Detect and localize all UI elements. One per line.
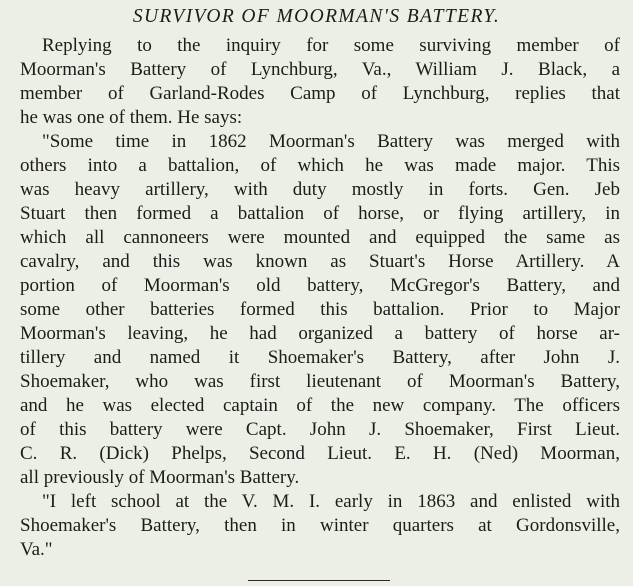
text-line: "I left school at the V. M. I. early in 1863 and enlisted with: [42, 491, 620, 512]
text-line: some other batteries formed this battalion. Prior to Major: [20, 299, 620, 320]
text-line: Va.": [20, 539, 53, 560]
text-line: all previously of Moorman's Battery.: [20, 467, 300, 488]
section-divider: [248, 580, 390, 581]
text-line: others into a battalion, of which he was made major. This: [20, 155, 620, 176]
text-line: and he was elected captain of the new company. The officers: [20, 395, 620, 416]
text-line: cavalry, and this was known as Stuart's Horse Artillery. A: [20, 251, 620, 272]
text-line: C. R. (Dick) Phelps, Second Lieut. E. H. (Ned) Moorman,: [20, 443, 620, 464]
text-line: Replying to the inquiry for some surviving member of: [42, 35, 620, 56]
text-line: "Some time in 1862 Moorman's Battery was merged with: [42, 131, 620, 152]
text-line: Moorman's Battery of Lynchburg, Va., William J. Black, a: [20, 59, 620, 80]
text-line: which all cannoneers were mounted and equipped the same as: [20, 227, 620, 248]
article-title: SURVIVOR OF MOORMAN'S BATTERY.: [132, 6, 501, 27]
text-line: member of Garland-Rodes Camp of Lynchburg, replies that: [20, 83, 620, 104]
text-line: of this battery were Capt. John J. Shoemaker, First Lieut.: [20, 419, 620, 440]
text-line: Shoemaker, who was first lieutenant of Moorman's Battery,: [20, 371, 620, 392]
text-line: he was one of them. He says:: [20, 107, 243, 128]
text-line: Moorman's leaving, he had organized a battery of horse ar-: [20, 323, 620, 344]
text-line: Shoemaker's Battery, then in winter quarters at Gordonsville,: [20, 515, 620, 536]
text-line: was heavy artillery, with duty mostly in forts. Gen. Jeb: [20, 179, 620, 200]
text-line: portion of Moorman's old battery, McGregor's Battery, and: [20, 275, 620, 296]
text-line: tillery and named it Shoemaker's Battery, after John J.: [20, 347, 620, 368]
text-line: Stuart then formed a battalion of horse, or flying artillery, in: [20, 203, 620, 224]
